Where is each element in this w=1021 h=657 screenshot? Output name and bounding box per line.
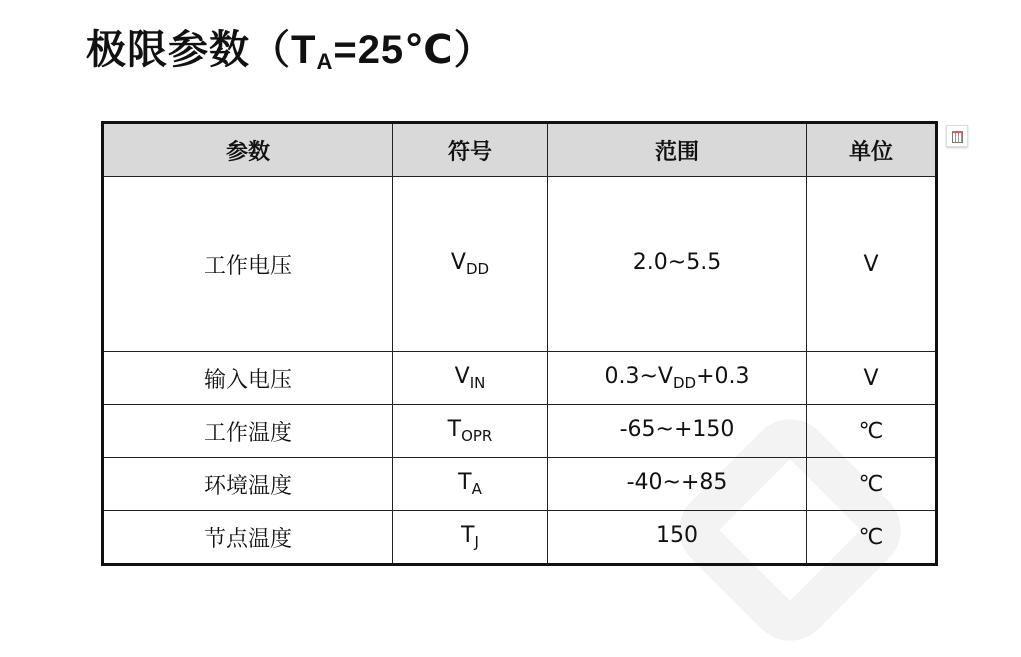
param-cell: 环境温度: [103, 458, 393, 511]
symbol: V: [454, 364, 470, 389]
table-row: [103, 511, 937, 565]
symbol-subscript: IN: [469, 374, 486, 392]
symbol-cell: [393, 177, 548, 352]
header-symbol: 符号: [393, 123, 548, 177]
header-unit: 单位: [807, 123, 937, 177]
symbol-subscript: A: [471, 480, 482, 498]
unit-cell: ℃: [807, 458, 937, 511]
range-subscript: DD: [672, 374, 697, 392]
table-row: [103, 177, 937, 352]
symbol-subscript: J: [474, 533, 479, 551]
param-cell: 节点温度: [103, 511, 393, 565]
table-row: [103, 405, 937, 458]
range: -65~+150: [619, 417, 735, 442]
range-rest: +0.3: [696, 364, 750, 389]
symbol: V: [450, 250, 466, 275]
title-text: 极限参数（T: [86, 28, 317, 72]
symbol-cell: [393, 458, 548, 511]
param-cell: 输入电压: [103, 352, 393, 405]
limits-table: [101, 121, 938, 566]
header-range: 范围: [548, 123, 807, 177]
table-icon[interactable]: [946, 125, 968, 147]
unit-cell: ℃: [807, 405, 937, 458]
range-cell: [548, 177, 807, 352]
symbol: T: [461, 523, 475, 548]
range-cell: [548, 511, 807, 565]
table-row: [103, 352, 937, 405]
symbol-cell: [393, 352, 548, 405]
range: -40~+85: [626, 470, 728, 495]
header-param: 参数: [103, 123, 393, 177]
unit-cell: V: [807, 177, 937, 352]
unit-cell: ℃: [807, 511, 937, 565]
range: 150: [656, 523, 698, 548]
symbol-cell: [393, 405, 548, 458]
symbol-subscript: OPR: [461, 427, 493, 445]
param-cell: 工作温度: [103, 405, 393, 458]
page-title: [86, 18, 495, 75]
unit-cell: V: [807, 352, 937, 405]
range-cell: [548, 405, 807, 458]
header-row: [103, 123, 937, 177]
range: 0.3~V: [604, 364, 673, 389]
range-cell: [548, 352, 807, 405]
symbol-subscript: DD: [465, 260, 490, 278]
symbol: T: [447, 417, 462, 442]
symbol-cell: [393, 511, 548, 565]
range-cell: [548, 458, 807, 511]
range: 2.0~5.5: [632, 250, 722, 275]
title-rest: =25℃）: [333, 28, 495, 72]
symbol: T: [458, 470, 472, 495]
title-subscript: A: [316, 49, 334, 74]
table-row: [103, 458, 937, 511]
param-cell: 工作电压: [103, 177, 393, 352]
